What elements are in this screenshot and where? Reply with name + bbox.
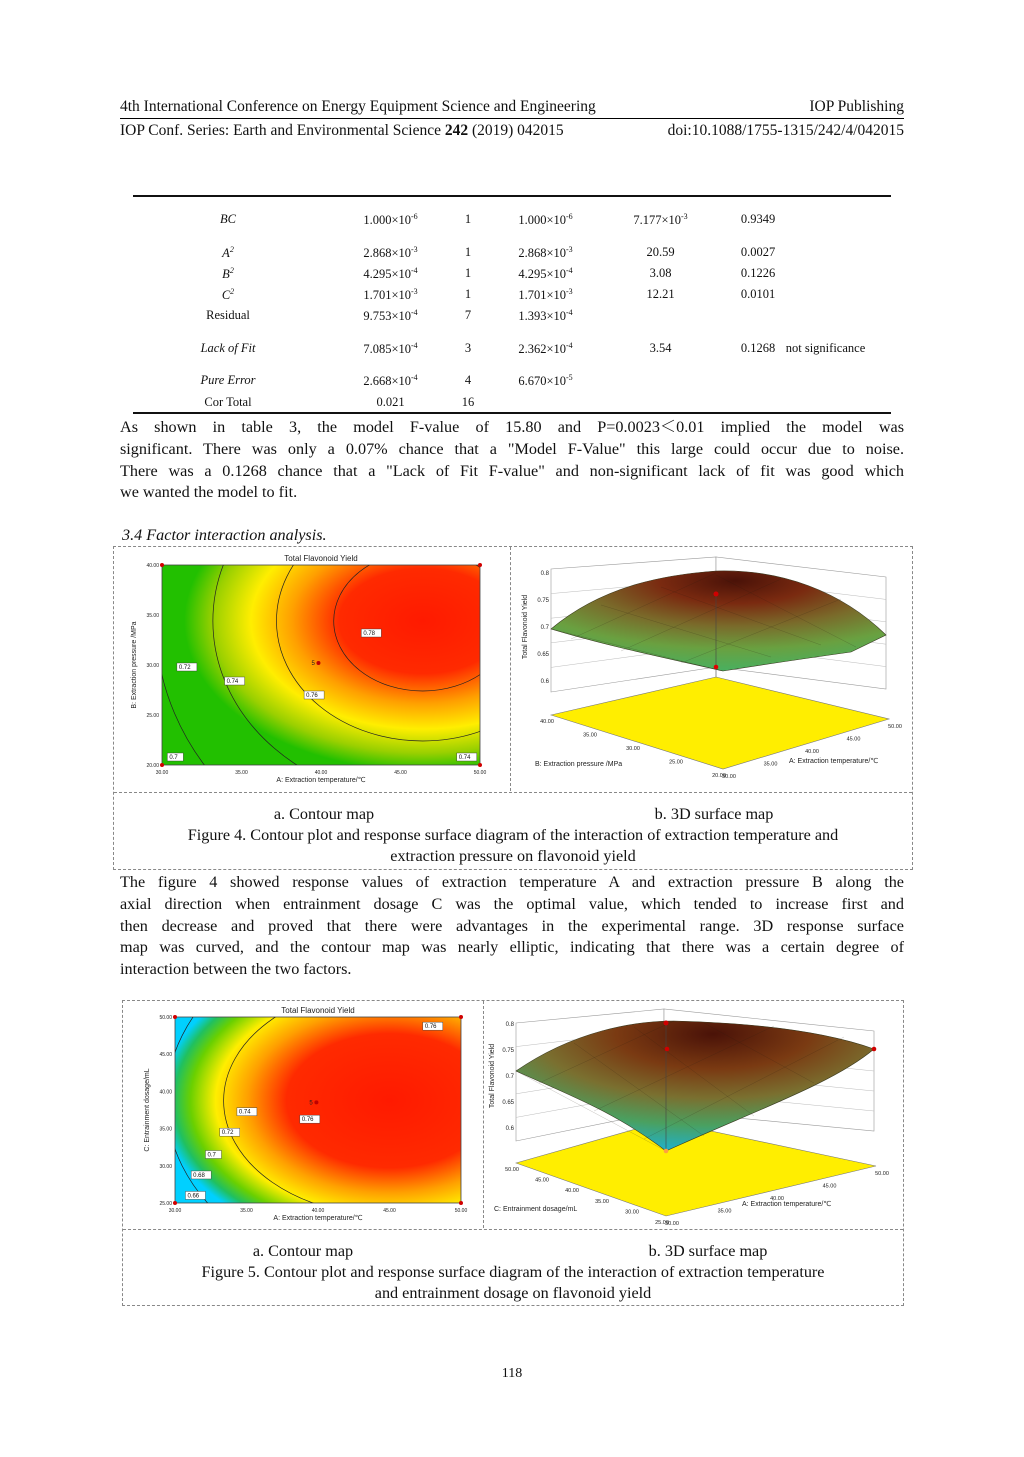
x-tick-label: 45.00 (394, 770, 407, 776)
table-row (133, 341, 891, 357)
df-cell: 1 (464, 266, 472, 280)
series-prefix: IOP Conf. Series: Earth and Environmental Science (120, 122, 445, 139)
sum-of-squares-cell: $1.701\times 10^{-3}$ (363, 287, 418, 303)
contour-label: 0.78 (363, 631, 376, 637)
source-cell: Lack of Fit (200, 341, 256, 355)
figure-5 (122, 1000, 904, 1306)
f-value-cell: 3.54 (649, 341, 672, 355)
mean-square-cell: $2.868\times 10^{-3}$ (518, 245, 573, 261)
df-cell: 7 (464, 308, 472, 322)
contour-label: 0.7 (169, 755, 178, 761)
y-tick-label: 35.00 (146, 613, 159, 619)
x-tick-label: 30.00 (722, 774, 736, 780)
df-cell: 3 (464, 341, 472, 355)
x-tick-label: 40.00 (314, 770, 328, 776)
center-point-count: 5 (311, 661, 315, 667)
figure-5-caption-a: a. Contour map (252, 1242, 354, 1260)
design-point (459, 1015, 463, 1019)
mean-square-cell: $2.362\times 10^{-4}$ (518, 341, 573, 357)
text-line: The figure 4 showed response values of extraction temperature A and extraction pressure B along the (120, 873, 904, 891)
text-line: As shown in table 3, the model F-value of 15.80 and P=0.0023＜0.01 implied the model was (120, 418, 904, 436)
y-tick-label: 40.00 (159, 1089, 172, 1096)
y-axis-label: B: Extraction pressure /MPa (131, 621, 138, 709)
mean-square-cell: $4.295\times 10^{-4}$ (518, 266, 573, 282)
x-axis-label: A: Extraction temperature/℃ (273, 1215, 363, 1222)
contour-fill (162, 565, 480, 765)
series-suffix: (2019) 042015 (468, 122, 564, 139)
y-axis-label: C: Entrainment dosage/mL (494, 1206, 578, 1213)
x-tick-label: 40.00 (805, 749, 819, 755)
design-point (872, 1047, 877, 1052)
design-point (316, 661, 320, 665)
text-line: significant. There was only a 0.07% chance that a "Model F-Value" this large could occur due to noise. (120, 439, 904, 458)
y-tick-label: 20.00 (712, 773, 726, 779)
y-tick-label: 30.00 (159, 1163, 172, 1170)
x-axis-label: A: Extraction temperature/℃ (276, 777, 366, 784)
design-point (459, 1201, 463, 1205)
sum-of-squares-cell: $1.000\times 10^{-6}$ (363, 212, 418, 228)
table-row (133, 373, 891, 389)
df-cell: 1 (464, 245, 472, 259)
sum-of-squares-cell: $9.753\times 10^{-4}$ (363, 308, 418, 324)
figure-4-caption-b: b. 3D surface map (654, 805, 774, 823)
contour-label: 0.7 (207, 1152, 216, 1159)
table-row (133, 287, 891, 303)
y-tick-label: 40.00 (540, 719, 554, 725)
df-cell: 1 (464, 212, 472, 226)
x-tick-label: 40.00 (311, 1208, 325, 1214)
publisher-name: IOP Publishing (809, 98, 904, 115)
f-value-cell: 12.21 (646, 287, 675, 301)
source-cell: $A^2$ (222, 245, 234, 261)
p-value-cell: 0.1268 (740, 341, 776, 355)
series-line (120, 122, 904, 142)
contour-fill (175, 1017, 461, 1203)
x-tick-label: 45.00 (846, 736, 861, 743)
x-tick-label: 50.00 (473, 770, 487, 776)
mean-square-cell: $1.393\times 10^{-4}$ (518, 308, 573, 324)
z-tick-label: 0.6 (540, 679, 549, 685)
design-point (714, 592, 719, 597)
x-tick-label: 50.00 (875, 1171, 889, 1177)
paragraph-model-significance (120, 417, 904, 504)
x-axis-label: A: Extraction temperature/℃ (742, 1201, 832, 1208)
y-tick-label: 25.00 (159, 1201, 172, 1207)
y-tick-label: 20.00 (146, 763, 159, 769)
sum-of-squares-cell: $2.668\times 10^{-4}$ (363, 373, 418, 389)
p-value-cell: 0.1226 (740, 266, 776, 280)
text-line: interaction between the two factors. (120, 960, 352, 979)
figure-5-caption-b: b. 3D surface map (648, 1242, 768, 1260)
chart-title: Total Flavonoid Yield (281, 1006, 355, 1015)
contour-label: 0.74 (226, 679, 239, 685)
center-point-count: 5 (309, 1100, 313, 1107)
y-tick-label: 25.00 (655, 1220, 669, 1226)
x-tick-label: 40.00 (770, 1196, 784, 1202)
source-cell: Residual (206, 308, 250, 322)
y-tick-label: 35.00 (583, 732, 597, 739)
y-tick-label: 35.00 (159, 1126, 172, 1133)
text-line: map was curved, and the contour map was nearly elliptic, indicating that there was a certain degree of (120, 938, 904, 957)
p-value-cell: 0.9349 (740, 212, 776, 226)
figure-5-contour-panel (123, 1001, 484, 1228)
z-tick-label: 0.7 (540, 625, 549, 631)
y-tick-label: 45.00 (535, 1177, 549, 1184)
f-value-cell: 20.59 (646, 245, 675, 259)
p-value-cell: 0.0101 (740, 287, 776, 301)
contour-label: 0.72 (221, 1130, 234, 1137)
contour-label: 0.76 (424, 1024, 437, 1031)
sum-of-squares-cell: $4.295\times 10^{-4}$ (363, 266, 418, 282)
z-tick-label: 0.8 (505, 1022, 514, 1028)
y-tick-label: 50.00 (505, 1167, 519, 1173)
source-cell: Cor Total (204, 395, 252, 409)
x-tick-label: 35.00 (235, 770, 248, 776)
design-point (664, 1021, 669, 1026)
text-line: There was a 0.1268 chance that a "Lack of Fit F-value" and non-significant lack of fit was good which (120, 461, 904, 480)
contour-label: 0.74 (458, 755, 471, 761)
contour-label: 0.76 (301, 1117, 314, 1124)
y-tick-label: 40.00 (565, 1188, 579, 1195)
chart-title: Total Flavonoid Yield (284, 554, 358, 563)
y-tick-label: 50.00 (159, 1015, 172, 1021)
x-tick-label: 50.00 (888, 724, 902, 730)
design-point (160, 763, 164, 767)
design-point (664, 1149, 669, 1154)
contour-label: 0.74 (238, 1109, 251, 1116)
z-tick-label: 0.75 (537, 598, 549, 604)
mean-square-cell: $1.000\times 10^{-6}$ (518, 212, 573, 228)
df-cell: 16 (461, 395, 475, 409)
figure-4-surface-plot (511, 547, 911, 791)
text-line: axial direction when entrainment dosage C was the optimal value, which tended to increase first and (120, 894, 904, 913)
y-tick-label: 30.00 (146, 663, 159, 669)
doi: doi:10.1088/1755-1315/242/4/042015 (667, 122, 904, 139)
design-point (173, 1015, 177, 1019)
y-tick-label: 30.00 (626, 746, 640, 752)
figure-4-surface-panel (511, 547, 911, 791)
contour-label: 0.76 (306, 693, 318, 699)
table-row (133, 245, 891, 261)
design-point (173, 1201, 177, 1205)
y-tick-label: 40.00 (146, 563, 159, 569)
design-point (314, 1100, 318, 1104)
design-point (665, 1047, 670, 1052)
x-tick-label: 45.00 (822, 1183, 837, 1190)
z-tick-label: 0.65 (537, 652, 549, 658)
p-value-cell: 0.0027 (740, 245, 776, 259)
x-tick-label: 30.00 (168, 1208, 182, 1214)
source-cell: Pure Error (200, 373, 256, 387)
page-number: 118 (501, 1366, 523, 1381)
table-row (133, 212, 891, 228)
x-axis-label: A: Extraction temperature/℃ (789, 758, 879, 765)
figure-5-surface-plot (484, 1001, 902, 1228)
x-tick-label: 50.00 (454, 1208, 468, 1214)
section-heading: 3.4 Factor interaction analysis. (122, 526, 327, 544)
paragraph-interaction (120, 872, 904, 981)
mean-square-cell: $6.670\times 10^{-5}$ (518, 373, 573, 389)
sum-of-squares-cell: 0.021 (376, 395, 405, 409)
running-header (120, 98, 904, 119)
figure-4-contour-panel (114, 547, 511, 791)
source-cell: BC (220, 212, 236, 226)
figure-5-surface-panel (484, 1001, 902, 1228)
x-tick-label: 35.00 (240, 1208, 253, 1214)
z-tick-label: 0.7 (505, 1074, 514, 1080)
x-tick-label: 45.00 (383, 1208, 396, 1214)
figure-4-caption-a: a. Contour map (273, 805, 375, 823)
z-axis-label: Total Flavonoid Yield (489, 1043, 496, 1109)
mean-square-cell: $1.701\times 10^{-3}$ (518, 287, 573, 303)
f-value-cell: $7.177\times 10^{-3}$ (633, 212, 688, 228)
anova-table (133, 195, 891, 414)
floor-contour-projection (551, 677, 889, 769)
figure-5-caption-box (123, 1229, 903, 1305)
figure-5-contour-plot (123, 1001, 483, 1228)
source-cell: $C^2$ (221, 287, 235, 303)
z-tick-label: 0.65 (502, 1100, 514, 1106)
table-row (133, 266, 891, 282)
figure-4-caption: Figure 4. Contour plot and response surface diagram of the interaction of extraction temperature and (187, 826, 839, 844)
figure-4-contour-plot (114, 547, 510, 791)
x-tick-label: 35.00 (717, 1208, 732, 1215)
text-line: we wanted the model to fit. (120, 483, 298, 502)
contour-label: 0.72 (178, 665, 191, 671)
z-tick-label: 0.75 (502, 1048, 514, 1054)
y-tick-label: 30.00 (625, 1209, 639, 1216)
volume-number: 242 (444, 122, 469, 139)
figure-5-caption-cont: and entrainment dosage on flavonoid yield (374, 1284, 652, 1302)
text-line: then decrease and proved that there were advantages in the experimental range. 3D response surface (120, 916, 904, 935)
sum-of-squares-cell: $2.868\times 10^{-3}$ (363, 245, 418, 261)
y-axis-label: C: Entrainment dosage/mL (144, 1068, 151, 1152)
design-point (160, 563, 164, 567)
figure-5-caption: Figure 5. Contour plot and response surface diagram of the interaction of extraction temperature (201, 1263, 825, 1281)
f-value-cell: 3.08 (649, 266, 672, 280)
df-cell: 1 (464, 287, 472, 301)
table-row (133, 308, 891, 324)
table-row (133, 395, 891, 411)
figure-4 (113, 546, 913, 870)
design-point (478, 763, 482, 767)
y-tick-label: 35.00 (595, 1198, 609, 1205)
x-tick-label: 30.00 (665, 1221, 679, 1227)
z-tick-label: 0.6 (505, 1126, 514, 1132)
z-axis-label: Total Flavonoid Yield (522, 594, 529, 660)
conference-name: 4th International Conference on Energy Equipment Science and Engineering (120, 98, 596, 115)
figure-4-caption-cont: extraction pressure on flavonoid yield (390, 847, 636, 865)
design-point (714, 665, 719, 670)
contour-label: 0.68 (193, 1172, 205, 1179)
figure-4-caption-box (114, 792, 912, 869)
source-cell: $B^2$ (222, 266, 234, 282)
y-tick-label: 25.00 (669, 759, 683, 766)
y-tick-label: 25.00 (146, 713, 159, 719)
y-axis-label: B: Extraction pressure /MPa (535, 761, 623, 768)
sum-of-squares-cell: $7.085\times 10^{-4}$ (363, 341, 418, 357)
y-tick-label: 45.00 (159, 1052, 172, 1059)
df-cell: 4 (464, 373, 472, 387)
x-tick-label: 30.00 (155, 770, 169, 776)
x-tick-label: 35.00 (763, 761, 778, 768)
design-point (478, 563, 482, 567)
z-tick-label: 0.8 (540, 571, 549, 577)
contour-label: 0.66 (187, 1193, 200, 1200)
note-cell: not significance (785, 341, 866, 355)
